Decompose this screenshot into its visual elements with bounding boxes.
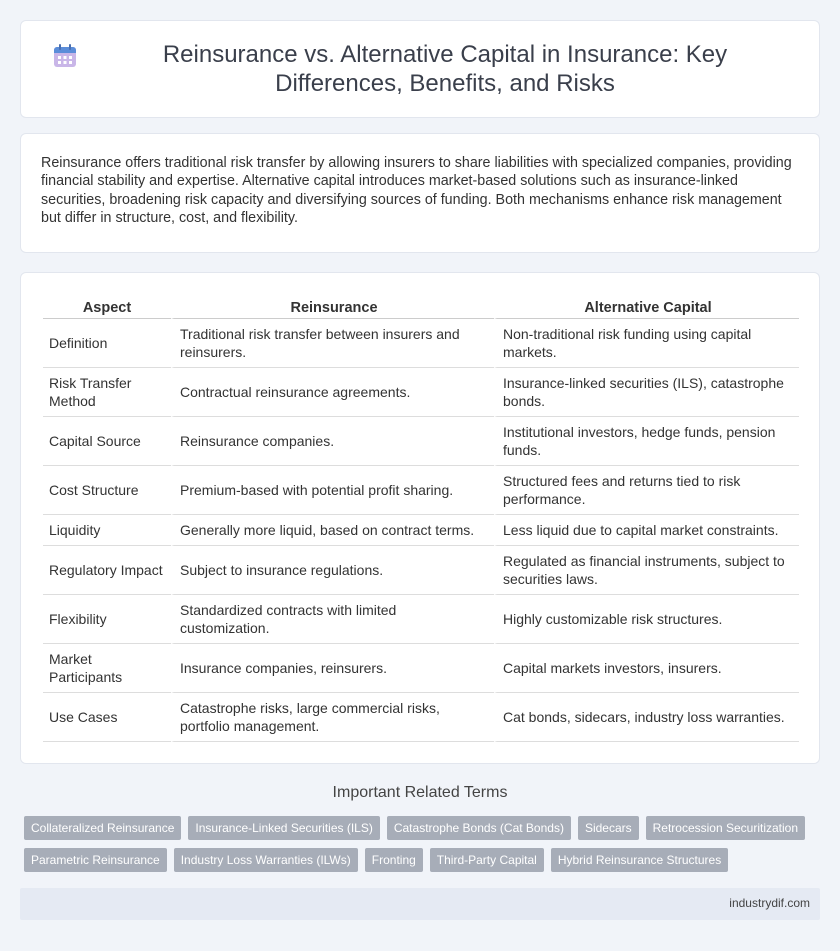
reinsurance-cell: Traditional risk transfer between insurers and reinsurers.: [171, 319, 494, 368]
related-term-tag[interactable]: Parametric Reinsurance: [24, 848, 167, 872]
alternative-capital-cell: Regulated as financial instruments, subject to securities laws.: [494, 546, 799, 595]
table-header-row: [43, 295, 799, 319]
aspect-cell: Capital Source: [43, 417, 171, 466]
table-row: [43, 644, 799, 693]
comparison-table: [43, 295, 799, 742]
reinsurance-cell: Generally more liquid, based on contract terms.: [171, 515, 494, 546]
related-term-tag[interactable]: Sidecars: [578, 816, 639, 840]
table-row: [43, 546, 799, 595]
related-term-tag[interactable]: Fronting: [365, 848, 423, 872]
reinsurance-cell: Catastrophe risks, large commercial risks, portfolio management.: [171, 693, 494, 742]
related-term-tag[interactable]: Catastrophe Bonds (Cat Bonds): [387, 816, 571, 840]
reinsurance-cell: Subject to insurance regulations.: [171, 546, 494, 595]
aspect-cell: Use Cases: [43, 693, 171, 742]
table-row: [43, 466, 799, 515]
footer-site-link[interactable]: industrydif.com: [729, 896, 810, 910]
related-term-tag[interactable]: Industry Loss Warranties (ILWs): [174, 848, 358, 872]
header-alternative-capital: Alternative Capital: [494, 295, 799, 319]
alternative-capital-cell: Highly customizable risk structures.: [494, 595, 799, 644]
related-term-tag[interactable]: Collateralized Reinsurance: [24, 816, 181, 840]
related-term-tag[interactable]: Retrocession Securitization: [646, 816, 805, 840]
table-row: [43, 417, 799, 466]
calendar-icon: [51, 42, 79, 70]
aspect-cell: Definition: [43, 319, 171, 368]
table-row: [43, 319, 799, 368]
reinsurance-cell: Standardized contracts with limited customization.: [171, 595, 494, 644]
page-title: Reinsurance vs. Alternative Capital in Insurance: Key Differences, Benefits, and Risks: [162, 41, 728, 97]
alternative-capital-cell: Capital markets investors, insurers.: [494, 644, 799, 693]
aspect-cell: Risk Transfer Method: [43, 368, 171, 417]
comparison-table-card: [20, 272, 820, 764]
alternative-capital-cell: Less liquid due to capital market constraints.: [494, 515, 799, 546]
table-row: [43, 595, 799, 644]
reinsurance-cell: Reinsurance companies.: [171, 417, 494, 466]
aspect-cell: Market Participants: [43, 644, 171, 693]
alternative-capital-cell: Structured fees and returns tied to risk performance.: [494, 466, 799, 515]
aspect-cell: Flexibility: [43, 595, 171, 644]
header-aspect: Aspect: [43, 295, 171, 319]
table-row: [43, 693, 799, 742]
alternative-capital-cell: Non-traditional risk funding using capital markets.: [494, 319, 799, 368]
related-term-tag[interactable]: Insurance-Linked Securities (ILS): [188, 816, 379, 840]
alternative-capital-cell: Insurance-linked securities (ILS), catastrophe bonds.: [494, 368, 799, 417]
footer: [20, 888, 820, 920]
table-row: [43, 368, 799, 417]
related-term-tag[interactable]: Third-Party Capital: [430, 848, 544, 872]
aspect-cell: Liquidity: [43, 515, 171, 546]
intro-card: [20, 133, 820, 253]
title-card: [20, 20, 820, 118]
alternative-capital-cell: Cat bonds, sidecars, industry loss warranties.: [494, 693, 799, 742]
aspect-cell: Regulatory Impact: [43, 546, 171, 595]
related-terms-title: Important Related Terms: [332, 784, 508, 801]
reinsurance-cell: Contractual reinsurance agreements.: [171, 368, 494, 417]
reinsurance-cell: Premium-based with potential profit sharing.: [171, 466, 494, 515]
related-term-tag[interactable]: Hybrid Reinsurance Structures: [551, 848, 728, 872]
intro-paragraph: Reinsurance offers traditional risk transfer by allowing insurers to share liabilities with specialized companies, providing financial stability and expertise. Alternative capital introduces market-based solutions such as insurance-linked securities, broadening risk capacity and diversifying sources of funding. Both mechanisms enhance risk management but differ in structure, cost, and flexibility.: [41, 155, 792, 227]
aspect-cell: Cost Structure: [43, 466, 171, 515]
reinsurance-cell: Insurance companies, reinsurers.: [171, 644, 494, 693]
related-terms-list: [24, 816, 824, 872]
table-row: [43, 515, 799, 546]
header-reinsurance: Reinsurance: [171, 295, 494, 319]
alternative-capital-cell: Institutional investors, hedge funds, pension funds.: [494, 417, 799, 466]
